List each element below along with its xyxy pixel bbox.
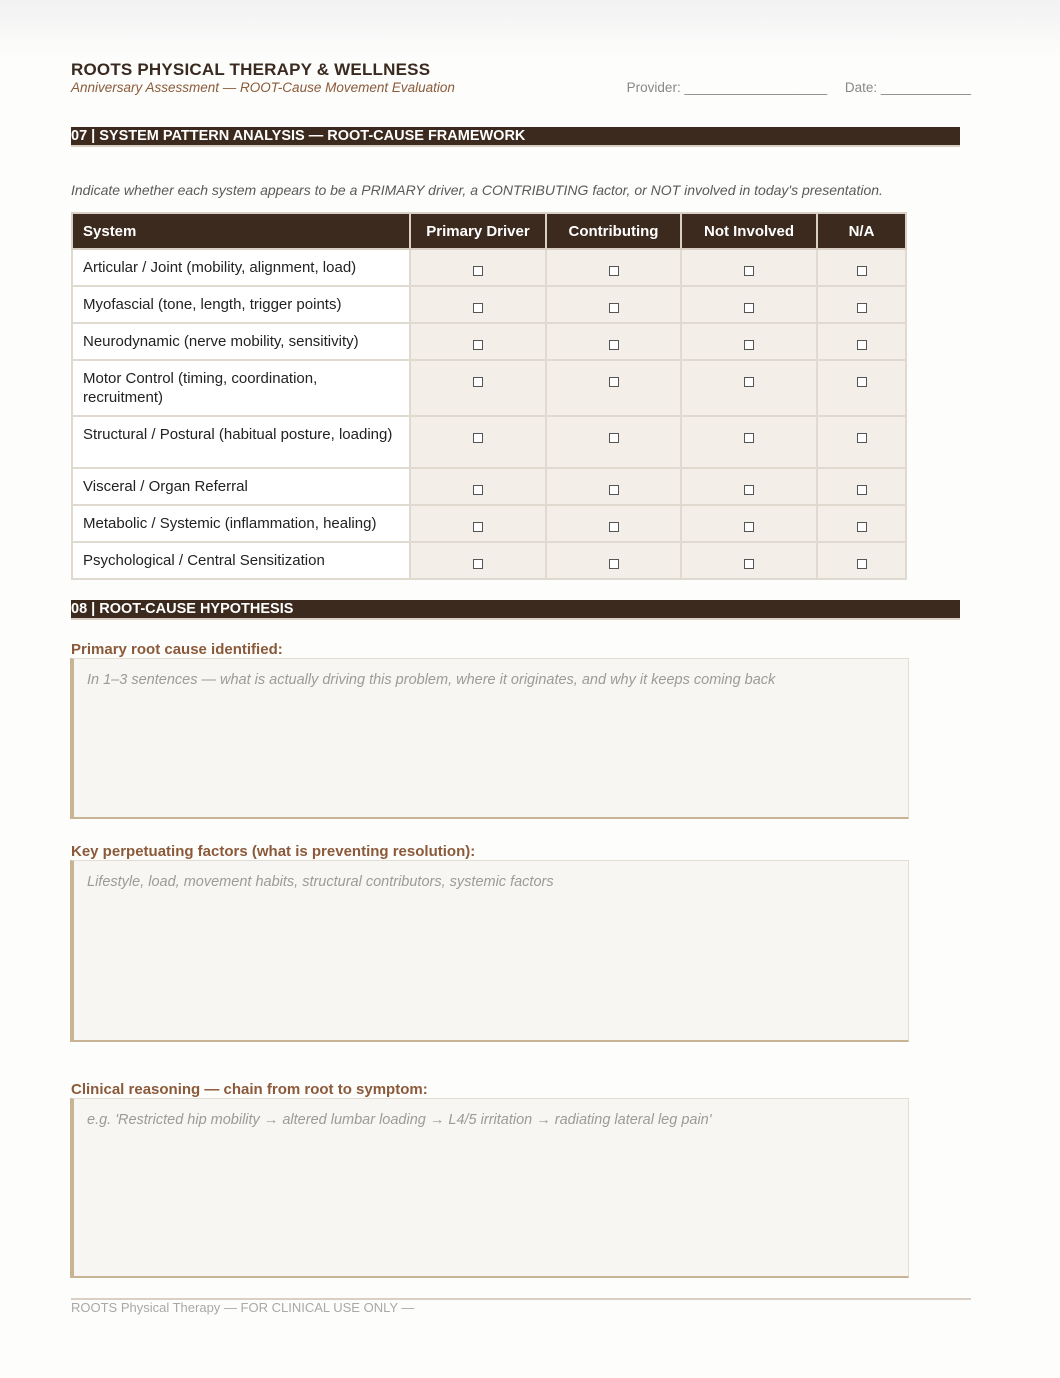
section-08-title: 08 | ROOT-CAUSE HYPOTHESIS (71, 601, 294, 617)
primary-root-cause-input[interactable] (70, 658, 909, 819)
not-involved-checkbox[interactable] (744, 433, 754, 443)
column-header-na: N/A (817, 213, 906, 249)
not-involved-checkbox[interactable] (744, 303, 754, 313)
system-label: Psychological / Central Sensitization (72, 542, 410, 579)
contributing-checkbox[interactable] (609, 303, 619, 313)
date-field[interactable]: Date: ____________ (844, 80, 971, 95)
document-subtitle: Anniversary Assessment — ROOT-Cause Movement Evaluation (71, 80, 455, 95)
not-involved-checkbox[interactable] (744, 559, 754, 569)
system-label: Neurodynamic (nerve mobility, sensitivity) (72, 323, 410, 360)
primary-driver-checkbox[interactable] (473, 303, 483, 313)
section-08-header (71, 600, 960, 618)
table-row (72, 416, 906, 468)
perpetuating-factors-placeholder: Lifestyle, load, movement habits, structural contributors, systemic factors (87, 874, 554, 890)
system-label: Myofascial (tone, length, trigger points) (72, 286, 410, 323)
not-involved-checkbox[interactable] (744, 485, 754, 495)
contributing-checkbox[interactable] (609, 522, 619, 532)
na-checkbox[interactable] (857, 377, 867, 387)
table-row (72, 505, 906, 542)
column-header-contributing: Contributing (546, 213, 681, 249)
perpetuating-factors-input[interactable] (70, 860, 909, 1042)
contributing-checkbox[interactable] (609, 340, 619, 350)
contributing-checkbox[interactable] (609, 377, 619, 387)
clinical-reasoning-placeholder: e.g. 'Restricted hip mobility → altered lumbar loading → L4/5 irritation → radiating lateral leg pain' (87, 1112, 712, 1128)
clinical-reasoning-label: Clinical reasoning — chain from root to symptom: (71, 1081, 428, 1098)
contributing-checkbox[interactable] (609, 433, 619, 443)
table-row (72, 249, 906, 286)
footer-text: ROOTS Physical Therapy — FOR CLINICAL USE ONLY — (71, 1300, 415, 1315)
primary-root-cause-placeholder: In 1–3 sentences — what is actually driving this problem, where it originates, and why it keeps coming back (87, 672, 776, 688)
system-label: Articular / Joint (mobility, alignment, load) (72, 249, 410, 286)
table-row (72, 323, 906, 360)
primary-driver-checkbox[interactable] (473, 377, 483, 387)
table-row (72, 286, 906, 323)
column-header-primary-driver: Primary Driver (410, 213, 546, 249)
table-row (72, 542, 906, 579)
organization-name: ROOTS PHYSICAL THERAPY & WELLNESS (71, 60, 431, 79)
na-checkbox[interactable] (857, 303, 867, 313)
primary-driver-checkbox[interactable] (473, 266, 483, 276)
system-label: Motor Control (timing, coordination, recruitment) (72, 360, 410, 416)
contributing-checkbox[interactable] (609, 485, 619, 495)
table-header-row (72, 213, 906, 249)
contributing-checkbox[interactable] (609, 559, 619, 569)
na-checkbox[interactable] (857, 340, 867, 350)
not-involved-checkbox[interactable] (744, 522, 754, 532)
not-involved-checkbox[interactable] (744, 340, 754, 350)
table-row (72, 360, 906, 416)
na-checkbox[interactable] (857, 522, 867, 532)
system-pattern-table (71, 212, 907, 580)
not-involved-checkbox[interactable] (744, 377, 754, 387)
system-label: Visceral / Organ Referral (72, 468, 410, 505)
na-checkbox[interactable] (857, 485, 867, 495)
table-row (72, 468, 906, 505)
not-involved-checkbox[interactable] (744, 266, 754, 276)
na-checkbox[interactable] (857, 433, 867, 443)
system-label: Metabolic / Systemic (inflammation, healing) (72, 505, 410, 542)
column-header-not-involved: Not Involved (681, 213, 817, 249)
contributing-checkbox[interactable] (609, 266, 619, 276)
primary-root-cause-label: Primary root cause identified: (71, 641, 283, 658)
provider-field[interactable]: Provider: ___________________ (626, 80, 828, 95)
provider-date-meta (613, 80, 971, 95)
document-header (71, 60, 971, 100)
perpetuating-factors-label: Key perpetuating factors (what is preventing resolution): (71, 843, 476, 860)
primary-driver-checkbox[interactable] (473, 485, 483, 495)
page-top-shadow (0, 0, 1060, 60)
primary-driver-checkbox[interactable] (473, 522, 483, 532)
primary-driver-checkbox[interactable] (473, 559, 483, 569)
section-07-instruction: Indicate whether each system appears to be a PRIMARY driver, a CONTRIBUTING factor, or NOT involved in today's presentation. (71, 182, 883, 198)
section-07-title: 07 | SYSTEM PATTERN ANALYSIS — ROOT-CAUSE FRAMEWORK (71, 128, 526, 144)
primary-driver-checkbox[interactable] (473, 433, 483, 443)
system-label: Structural / Postural (habitual posture, loading) (72, 416, 410, 468)
na-checkbox[interactable] (857, 266, 867, 276)
primary-driver-checkbox[interactable] (473, 340, 483, 350)
na-checkbox[interactable] (857, 559, 867, 569)
section-07-header (71, 127, 960, 145)
column-header-system: System (72, 213, 410, 249)
clinical-reasoning-input[interactable] (70, 1098, 909, 1278)
